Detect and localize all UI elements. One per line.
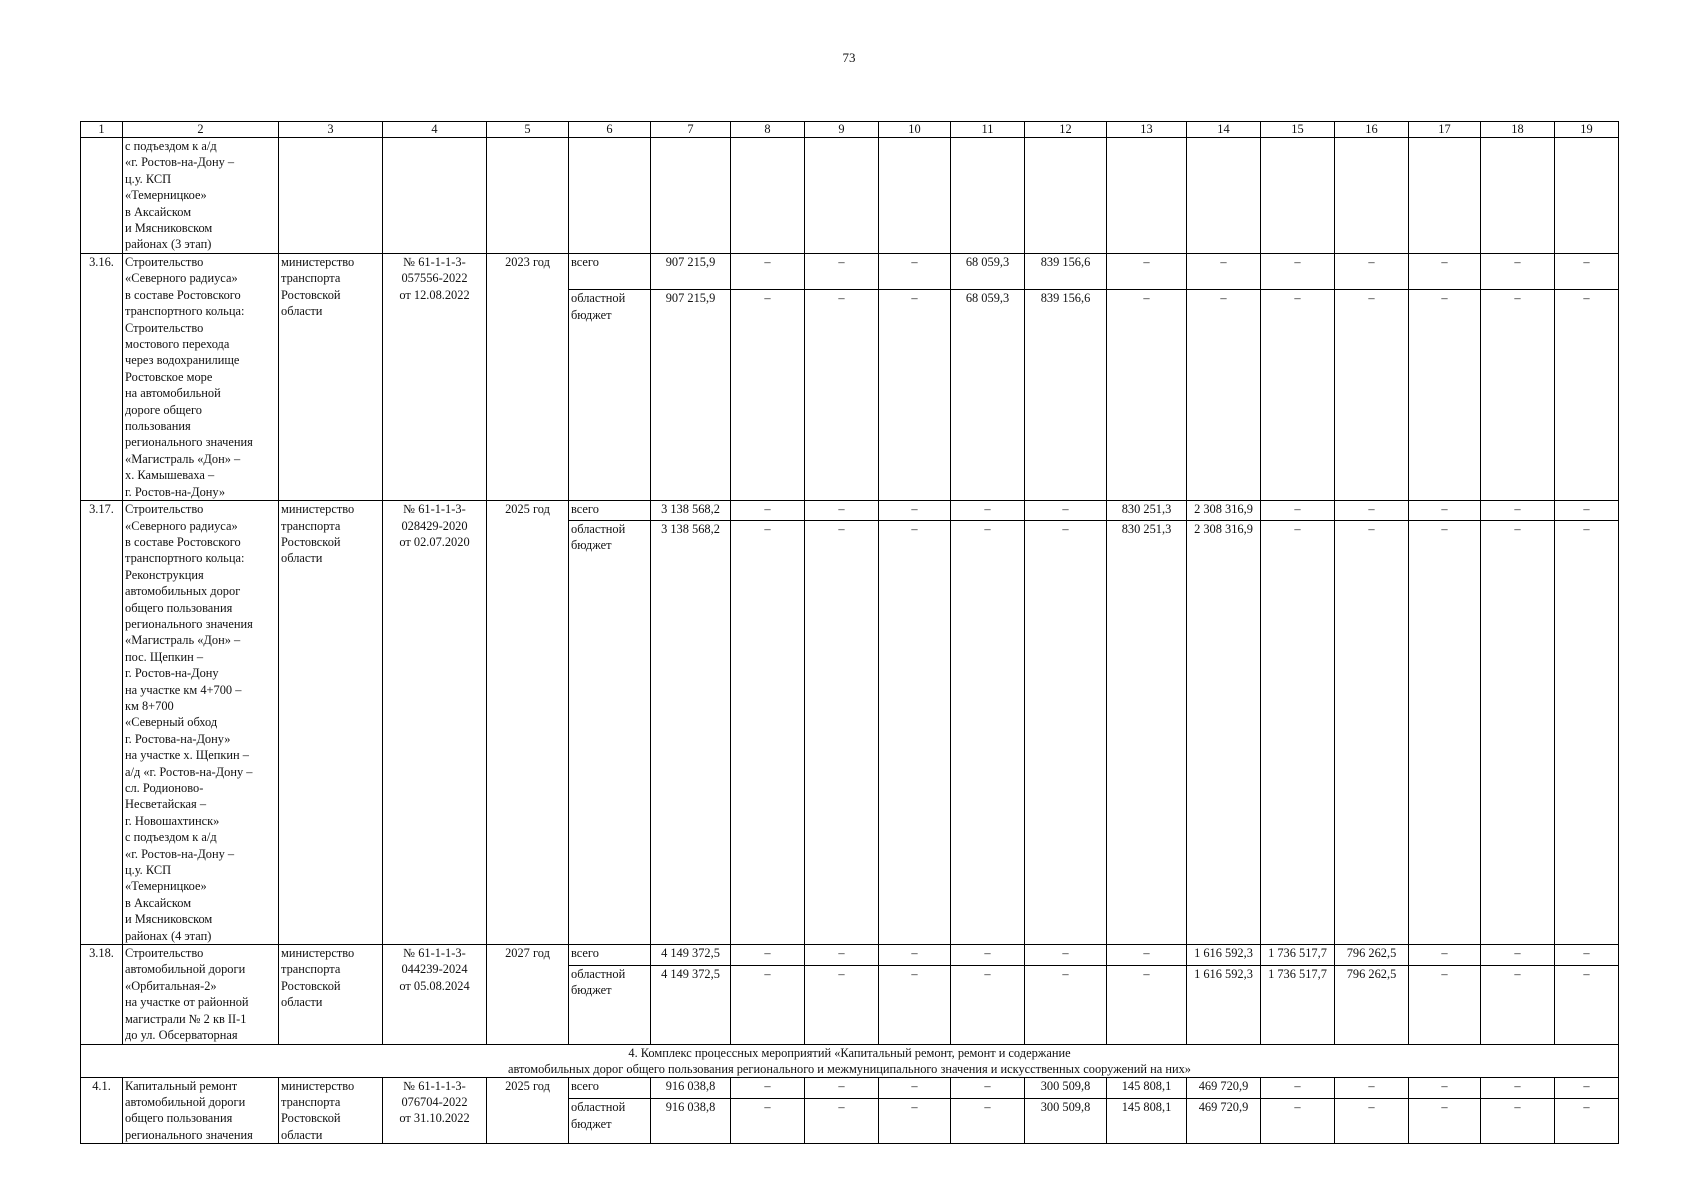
value-cell: – [1409, 945, 1481, 965]
value-cell: – [1335, 290, 1409, 501]
table-cell [1187, 138, 1261, 254]
value-cell: – [1555, 1099, 1619, 1144]
entry-name-cell: Строительство автомобильной дороги «Орбитальная-2» на участке от районной магистрали № 2 кв II-1 до ул. Обсерваторная [123, 945, 279, 1044]
value-cell: – [1409, 1099, 1481, 1144]
value-cell: – [731, 290, 805, 501]
entry-id-cell [81, 138, 123, 254]
value-cell: 796 262,5 [1335, 945, 1409, 965]
value-cell: – [1555, 965, 1619, 1044]
value-cell: – [1481, 290, 1555, 501]
funding-source-cell: всего [569, 945, 651, 965]
value-cell: 2 308 316,9 [1187, 521, 1261, 945]
responsible-cell: министерство транспорта Ростовской области [279, 1077, 383, 1144]
table-cell [279, 138, 383, 254]
value-cell: – [1261, 501, 1335, 521]
entry-name-cell: Капитальный ремонт автомобильной дороги общего пользования регионального значения [123, 1077, 279, 1144]
value-cell: – [1555, 501, 1619, 521]
funding-source-cell: областной бюджет [569, 1099, 651, 1144]
page-number: 73 [842, 50, 856, 65]
value-cell: 830 251,3 [1107, 521, 1187, 945]
value-cell: 145 808,1 [1107, 1077, 1187, 1099]
value-cell: – [1107, 945, 1187, 965]
column-header: 13 [1107, 122, 1187, 138]
document-cell: № 61-1-1-3- 076704-2022 от 31.10.2022 [383, 1077, 487, 1144]
column-header: 4 [383, 122, 487, 138]
entry-name-cell: Строительство «Северного радиуса» в составе Ростовского транспортного кольца: Реконструкция автомобильных дорог общего пользования регионального значения «Магистраль «Дон» – пос. Щепкин – г. Ростов-на-Дону на участке км 4+700 – км 8+700 «Северный обход г. Ростова-на-Дону» на участке х. Щепкин – а/д «г. Ростов-на-Дону – сл. Родионово- Несветайская – г. Новошахтинск» с подъездом к а/д «г. Ростов-на-Дону – ц.у. КСП «Темерницкое» в Аксайском и Мясниковском районах (4 этап) [123, 501, 279, 945]
section-title: 4. Комплекс процессных мероприятий «Капитальный ремонт, ремонт и содержание автомобильных дорог общего пользования регионального и межмуниципального значения и искусственных сооружений на них» [81, 1044, 1619, 1077]
value-cell: – [951, 1077, 1025, 1099]
value-cell: 839 156,6 [1025, 290, 1107, 501]
column-header: 2 [123, 122, 279, 138]
value-cell: – [731, 501, 805, 521]
table-cell [651, 138, 731, 254]
column-header: 11 [951, 122, 1025, 138]
value-cell: – [879, 945, 951, 965]
table-cell [951, 138, 1025, 254]
table-cell [487, 138, 569, 254]
value-cell: – [1409, 965, 1481, 1044]
value-cell: 3 138 568,2 [651, 501, 731, 521]
value-cell: – [1481, 521, 1555, 945]
value-cell: – [1025, 521, 1107, 945]
entry-id-cell: 3.17. [81, 501, 123, 945]
funding-source-cell: областной бюджет [569, 290, 651, 501]
value-cell: 4 149 372,5 [651, 965, 731, 1044]
value-cell: – [1481, 965, 1555, 1044]
value-cell: 2 308 316,9 [1187, 501, 1261, 521]
value-cell: – [951, 501, 1025, 521]
value-cell: – [1409, 290, 1481, 501]
value-cell: – [731, 1077, 805, 1099]
value-cell: – [805, 965, 879, 1044]
column-header: 7 [651, 122, 731, 138]
table-cell [383, 138, 487, 254]
responsible-cell: министерство транспорта Ростовской области [279, 945, 383, 1044]
funding-source-cell: всего [569, 501, 651, 521]
table-cell [1107, 138, 1187, 254]
value-cell: 68 059,3 [951, 254, 1025, 290]
value-cell: – [1481, 1077, 1555, 1099]
value-cell: 1 736 517,7 [1261, 965, 1335, 1044]
table-cell [731, 138, 805, 254]
value-cell: – [1025, 501, 1107, 521]
funding-source-cell: областной бюджет [569, 965, 651, 1044]
table-cell [569, 138, 651, 254]
value-cell: – [1025, 965, 1107, 1044]
value-cell: – [731, 965, 805, 1044]
value-cell: – [1335, 1077, 1409, 1099]
column-header: 19 [1555, 122, 1619, 138]
value-cell: 4 149 372,5 [651, 945, 731, 965]
year-cell: 2025 год [487, 1077, 569, 1144]
value-cell: – [1335, 501, 1409, 521]
table-cell [879, 138, 951, 254]
value-cell: – [951, 521, 1025, 945]
column-header: 5 [487, 122, 569, 138]
value-cell: 3 138 568,2 [651, 521, 731, 945]
value-cell: – [879, 1099, 951, 1144]
value-cell: 907 215,9 [651, 290, 731, 501]
value-cell: 907 215,9 [651, 254, 731, 290]
responsible-cell: министерство транспорта Ростовской области [279, 254, 383, 501]
value-cell: – [1481, 501, 1555, 521]
value-cell: – [879, 290, 951, 501]
header-row [81, 122, 1619, 138]
column-header: 3 [279, 122, 383, 138]
table-row [81, 501, 1619, 521]
table-row [81, 1077, 1619, 1099]
value-cell: 1 616 592,3 [1187, 965, 1261, 1044]
entry-id-cell: 4.1. [81, 1077, 123, 1144]
value-cell: 469 720,9 [1187, 1077, 1261, 1099]
column-header: 1 [81, 122, 123, 138]
column-header: 15 [1261, 122, 1335, 138]
value-cell: – [1409, 254, 1481, 290]
value-cell: – [1481, 254, 1555, 290]
value-cell: – [805, 1077, 879, 1099]
value-cell: – [1335, 521, 1409, 945]
value-cell: – [1335, 254, 1409, 290]
value-cell: 469 720,9 [1187, 1099, 1261, 1144]
value-cell: – [1107, 290, 1187, 501]
value-cell: – [1555, 1077, 1619, 1099]
value-cell: – [879, 965, 951, 1044]
entry-name-cell: Строительство «Северного радиуса» в составе Ростовского транспортного кольца: Строительство мостового перехода через водохранилище Ростовское море на автомобильной дороге общего пользования регионального значения «Магистраль «Дон» – х. Камышеваха – г. Ростов-на-Дону» [123, 254, 279, 501]
column-header: 9 [805, 122, 879, 138]
value-cell: – [805, 501, 879, 521]
year-cell: 2023 год [487, 254, 569, 501]
column-header: 10 [879, 122, 951, 138]
value-cell: 68 059,3 [951, 290, 1025, 501]
column-header: 14 [1187, 122, 1261, 138]
value-cell: – [879, 254, 951, 290]
value-cell: 145 808,1 [1107, 1099, 1187, 1144]
value-cell: 300 509,8 [1025, 1099, 1107, 1144]
entry-name-cell: с подъездом к а/д «г. Ростов-на-Дону – ц.у. КСП «Темерницкое» в Аксайском и Мясниковском районах (3 этап) [123, 138, 279, 254]
value-cell: – [1107, 254, 1187, 290]
value-cell: – [805, 521, 879, 945]
value-cell: – [1261, 254, 1335, 290]
value-cell: – [731, 1099, 805, 1144]
funding-source-cell: всего [569, 254, 651, 290]
value-cell: – [731, 254, 805, 290]
value-cell: – [1409, 521, 1481, 945]
table-cell [1555, 138, 1619, 254]
value-cell: – [1555, 521, 1619, 945]
value-cell: – [1335, 1099, 1409, 1144]
value-cell: – [1107, 965, 1187, 1044]
entry-id-cell: 3.18. [81, 945, 123, 1044]
value-cell: – [951, 965, 1025, 1044]
responsible-cell: министерство транспорта Ростовской области [279, 501, 383, 945]
table-cell [1025, 138, 1107, 254]
document-cell: № 61-1-1-3- 057556-2022 от 12.08.2022 [383, 254, 487, 501]
value-cell: – [805, 1099, 879, 1144]
program-table [80, 121, 1619, 1144]
year-cell: 2025 год [487, 501, 569, 945]
value-cell: 839 156,6 [1025, 254, 1107, 290]
table-row [81, 254, 1619, 290]
value-cell: 916 038,8 [651, 1099, 731, 1144]
funding-source-cell: областной бюджет [569, 521, 651, 945]
table-row [81, 138, 1619, 254]
entry-id-cell: 3.16. [81, 254, 123, 501]
value-cell: 1 736 517,7 [1261, 945, 1335, 965]
value-cell: – [805, 254, 879, 290]
column-header: 12 [1025, 122, 1107, 138]
document-cell: № 61-1-1-3- 044239-2024 от 05.08.2024 [383, 945, 487, 1044]
column-header: 8 [731, 122, 805, 138]
column-header: 18 [1481, 122, 1555, 138]
section-header-row [81, 1044, 1619, 1077]
year-cell: 2027 год [487, 945, 569, 1044]
value-cell: – [879, 521, 951, 945]
value-cell: – [731, 945, 805, 965]
document-cell: № 61-1-1-3- 028429-2020 от 02.07.2020 [383, 501, 487, 945]
value-cell: – [951, 945, 1025, 965]
value-cell: 1 616 592,3 [1187, 945, 1261, 965]
value-cell: – [1261, 1099, 1335, 1144]
value-cell: – [1025, 945, 1107, 965]
column-header: 6 [569, 122, 651, 138]
table-cell [1409, 138, 1481, 254]
value-cell: 830 251,3 [1107, 501, 1187, 521]
value-cell: – [1481, 945, 1555, 965]
value-cell: 916 038,8 [651, 1077, 731, 1099]
value-cell: – [1409, 501, 1481, 521]
value-cell: – [1187, 290, 1261, 501]
value-cell: – [879, 501, 951, 521]
value-cell: – [1261, 1077, 1335, 1099]
table-cell [805, 138, 879, 254]
value-cell: – [1409, 1077, 1481, 1099]
value-cell: – [1261, 521, 1335, 945]
value-cell: – [951, 1099, 1025, 1144]
value-cell: – [879, 1077, 951, 1099]
table-row [81, 945, 1619, 965]
value-cell: 796 262,5 [1335, 965, 1409, 1044]
value-cell: – [1481, 1099, 1555, 1144]
column-header: 17 [1409, 122, 1481, 138]
value-cell: 300 509,8 [1025, 1077, 1107, 1099]
table-cell [1481, 138, 1555, 254]
value-cell: – [1555, 945, 1619, 965]
value-cell: – [1187, 254, 1261, 290]
table-cell [1261, 138, 1335, 254]
value-cell: – [1555, 290, 1619, 501]
value-cell: – [1555, 254, 1619, 290]
value-cell: – [731, 521, 805, 945]
table-cell [1335, 138, 1409, 254]
funding-source-cell: всего [569, 1077, 651, 1099]
value-cell: – [1261, 290, 1335, 501]
column-header: 16 [1335, 122, 1409, 138]
value-cell: – [805, 945, 879, 965]
value-cell: – [805, 290, 879, 501]
